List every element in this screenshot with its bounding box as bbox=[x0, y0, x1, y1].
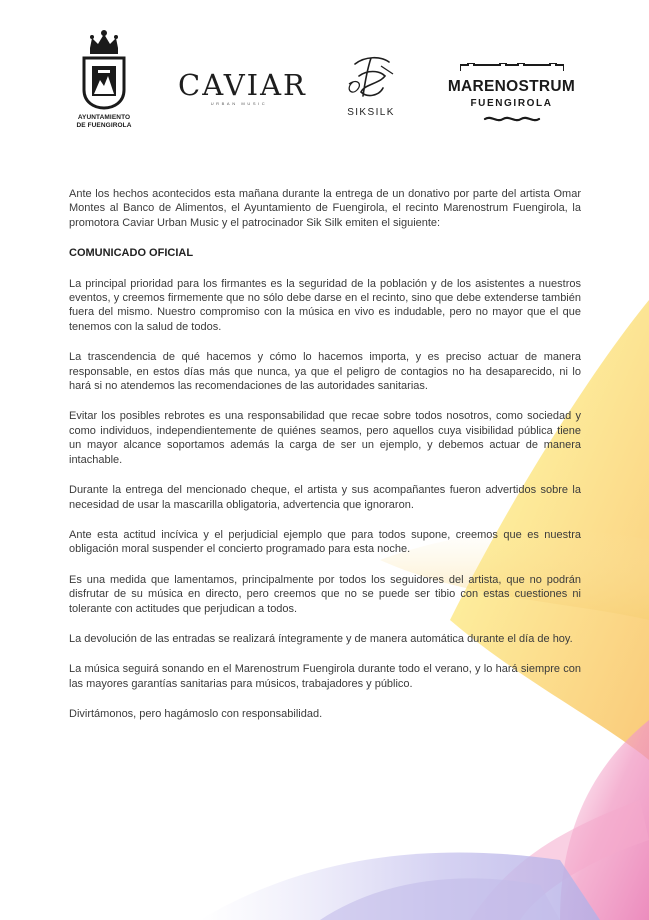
body-paragraph-2: La trascendencia de qué hacemos y cómo lo hacemos importa, y es preciso actuar de manera responsable, en estos días más que nunca, ya que el peligro de contagios no ha desaparecido, ni lo hará si no atendemos las recomendaciones de las autoridades sanitarias. bbox=[69, 351, 581, 393]
statement-body bbox=[69, 187, 581, 738]
body-paragraph-9: Divirtámonos, pero hagámoslo con responsabilidad. bbox=[69, 708, 323, 721]
statement-title: COMUNICADO OFICIAL bbox=[69, 247, 194, 260]
caviar-logo bbox=[178, 68, 307, 106]
siksilk-wordmark: SIKSILK bbox=[347, 107, 395, 118]
body-paragraph-4: Durante la entrega del mencionado cheque, el artista y sus acompañantes fueron advertidos sobre la necesidad de usar la mascarilla obligatoria, advertencia que ignoraron. bbox=[69, 484, 581, 511]
intro-paragraph: Ante los hechos acontecidos esta mañana durante la entrega de un donativo por parte del artista Omar Montes al Banco de Alimentos, el Ayuntamiento de Fuengirola, el recinto Marenostrum Fuengirola, la promotora Caviar Urban Music y el patrocinador Sik Silk emiten el siguiente: bbox=[69, 188, 581, 229]
caviar-tagline: URBAN MUSIC bbox=[210, 101, 268, 106]
ayuntamiento-caption-line1: AYUNTAMIENTO bbox=[77, 114, 131, 121]
marenostrum-wordmark: MARENOSTRUM bbox=[447, 78, 576, 95]
marenostrum-logo bbox=[440, 58, 583, 123]
body-paragraph-3: Evitar los posibles rebrotes es una responsabilidad que recae sobre todos nosotros, como sociedad y como individuos, independientemente de quiénes seamos, pero aquellos cuya visibilidad pública tiene un mayor alcance soportamos además la carga de ser un ejemplo, y debemos actuar de manera intachable. bbox=[69, 410, 581, 466]
caviar-wordmark: CAVIAR bbox=[178, 68, 307, 102]
ayuntamiento-caption-line2: DE FUENGIROLA bbox=[76, 122, 132, 129]
wave-icon bbox=[483, 115, 541, 123]
body-paragraph-6: Es una medida que lamentamos, principalmente por todos los seguidores del artista, que no podrán disfrutar de su música en directo, pero creemos que no se puede ser tibio con estas cuestiones ni tolerante con actitudes que perjudican a todos. bbox=[69, 573, 581, 615]
ayuntamiento-logo bbox=[64, 28, 144, 130]
body-paragraph-8: La música seguirá sonando en el Marenostrum Fuengirola durante todo el verano, y lo hará siempre con las mayores garantías sanitarias para músicos, trabajadores y público. bbox=[69, 663, 581, 690]
body-paragraph-1: La principal prioridad para los firmantes es la seguridad de la población y de los asistentes a nuestros eventos, y creemos firmemente que no sólo debe darse en el recinto, sino que debe extenderse también fuera del mismo. Nuestro compromiso con la música en vivo es indudable, pero no mayor que el que tenemos con la salud de todos. bbox=[69, 277, 581, 333]
castle-battlement-icon bbox=[460, 63, 564, 71]
body-paragraph-7: La devolución de las entradas se realizará íntegramente y de manera automática durante el día de hoy. bbox=[69, 632, 573, 645]
siksilk-monogram-icon bbox=[341, 54, 401, 100]
coat-of-arms-icon bbox=[78, 28, 130, 110]
body-paragraph-5: Ante esta actitud incívica y el perjudicial ejemplo que para todos supone, creemos que es nuestra obligación moral suspender el concierto programado para esta noche. bbox=[69, 528, 581, 556]
siksilk-logo bbox=[336, 54, 406, 118]
marenostrum-city: FUENGIROLA bbox=[470, 98, 553, 109]
